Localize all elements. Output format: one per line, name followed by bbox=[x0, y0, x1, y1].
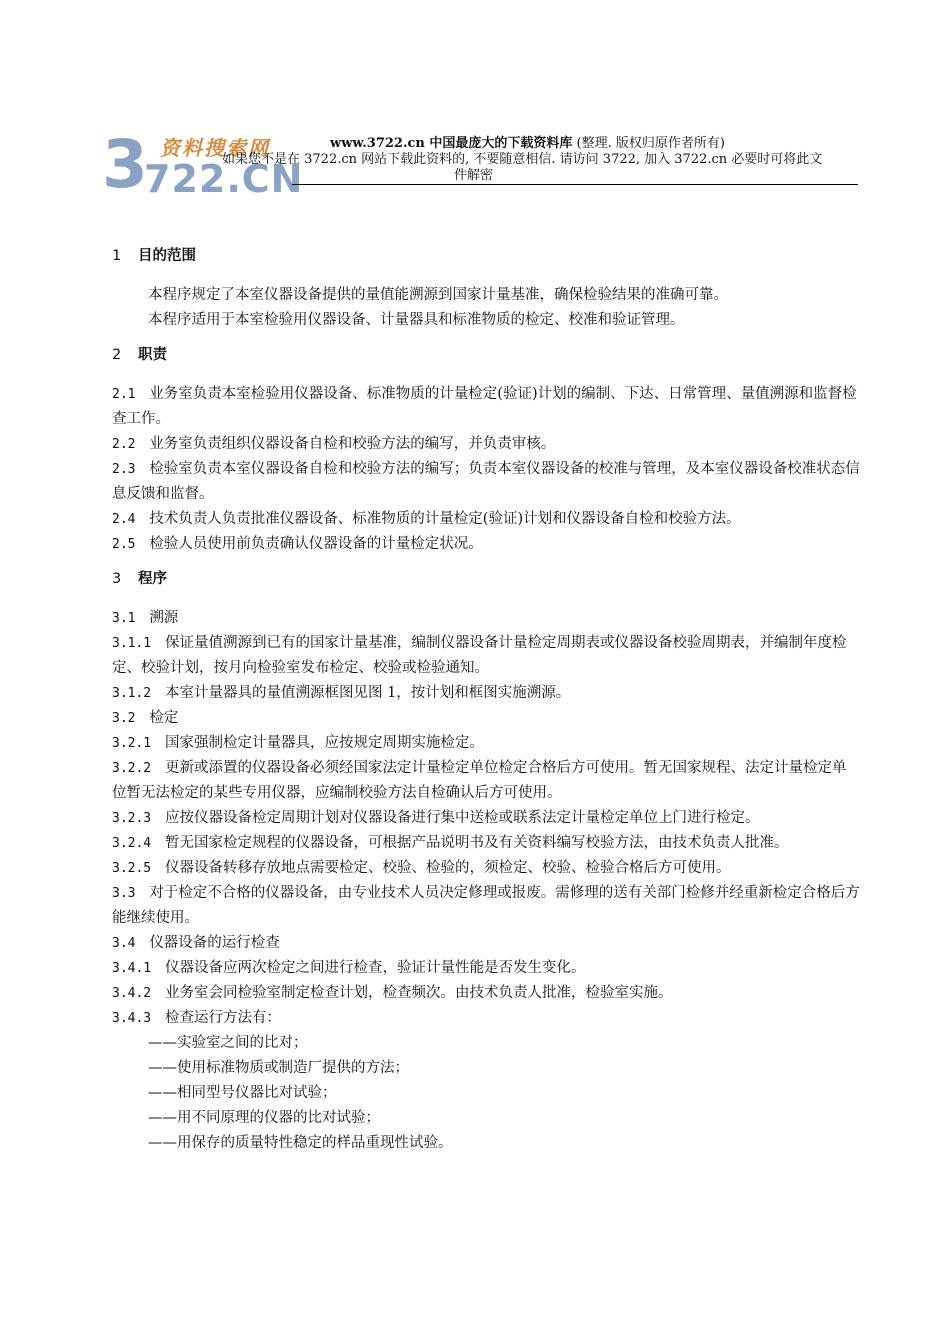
clause: 3.2.2 更新或添置的仪器设备必须经国家法定计量检定单位检定合格后方可使用。暂无国家规程、法定计量检定单位暂无法检定的某些专用仪器，应编制校验方法自检确认后方可使用。 bbox=[112, 760, 847, 801]
paragraph: 本程序适用于本室检验用仪器设备、计量器具和标准物质的检定、校准和验证管理。 bbox=[148, 312, 685, 328]
clause: 3.2.4 暂无国家检定规程的仪器设备，可根据产品说明书及有关资料编写校验方法，由技术负责人批准。 bbox=[112, 835, 789, 851]
site-banner bbox=[330, 136, 725, 152]
clause: 3.2.3 应按仪器设备检定周期计划对仪器设备进行集中送检或联系法定计量检定单位上门进行检定。 bbox=[112, 810, 760, 826]
header-rule bbox=[292, 184, 858, 185]
method-item: ——实验室之间的比对； bbox=[148, 1035, 308, 1051]
method-item: ——用保存的质量特性稳定的样品重现性试验。 bbox=[148, 1135, 453, 1151]
paragraph: 本程序规定了本室仪器设备提供的量值能溯源到国家计量基准，确保检验结果的准确可靠。 bbox=[148, 287, 728, 303]
logo-domain: 722.CN bbox=[144, 157, 304, 201]
clause: 3.2.1 国家强制检定计量器具，应按规定周期实施检定。 bbox=[112, 735, 484, 751]
site-title: 中国最庞大的下载资料库 bbox=[424, 136, 573, 151]
method-item: ——使用标准物质或制造厂提供的方法； bbox=[148, 1060, 409, 1076]
clause: 2.3 检验室负责本室仪器设备自检和校验方法的编写；负责本室仪器设备的校准与管理，及本室仪器设备校准状态信息反馈和监督。 bbox=[112, 461, 860, 502]
site-url: www.3722.cn bbox=[330, 136, 425, 151]
clause: 3.2.5 仪器设备转移存放地点需要检定、校验、检验的，须检定、校验、检验合格后方可使用。 bbox=[112, 860, 731, 876]
section-heading-2: 2 职责 bbox=[112, 347, 167, 363]
logo-chinese: 资料搜索网 bbox=[160, 136, 270, 160]
clause: 3.4 仪器设备的运行检查 bbox=[112, 935, 280, 951]
site-note: (整理. 版权归原作者所有) bbox=[572, 136, 725, 151]
clause: 3.1.2 本室计量器具的量值溯源框图见图 1，按计划和框图实施溯源。 bbox=[112, 685, 571, 701]
page-header bbox=[0, 0, 950, 203]
clause: 3.1.1 保证量值溯源到已有的国家计量基准，编制仪器设备计量检定周期表或仪器设备校验周期表，并编制年度检定、校验计划，按月向检验室发布检定、校验或检验通知。 bbox=[112, 635, 847, 676]
clause: 3.4.1 仪器设备应两次检定之间进行检查，验证计量性能是否发生变化。 bbox=[112, 960, 586, 976]
notice-line-2: 件解密 bbox=[454, 168, 494, 183]
method-item: ——用不同原理的仪器的比对试验； bbox=[148, 1110, 380, 1126]
document-body bbox=[112, 244, 860, 1156]
clause: 3.1 溯源 bbox=[112, 610, 179, 626]
clause: 2.4 技术负责人负责批准仪器设备、标准物质的计量检定(验证)计划和仪器设备自检和校验方法。 bbox=[112, 511, 741, 527]
section-heading-3: 3 程序 bbox=[112, 571, 167, 587]
clause: 3.3 对于检定不合格的仪器设备，由专业技术人员决定修理或报废。需修理的送有关部门检修并经重新检定合格后方能继续使用。 bbox=[112, 885, 860, 926]
notice-line-1: 如果您不是在 3722.cn 网站下载此资料的, 不要随意相信. 请访问 3722, 加入 3722.cn 必要时可将此文 bbox=[222, 152, 823, 167]
logo-digit: 3 bbox=[102, 126, 146, 203]
clause: 3.4.3 检查运行方法有： bbox=[112, 1010, 281, 1026]
clause: 2.5 检验人员使用前负责确认仪器设备的计量检定状况。 bbox=[112, 536, 483, 552]
clause: 2.2 业务室负责组织仪器设备自检和校验方法的编写，并负责审核。 bbox=[112, 436, 556, 452]
clause: 3.4.2 业务室会同检验室制定检查计划，检查频次。由技术负责人批准，检验室实施。 bbox=[112, 985, 673, 1001]
clause: 3.2 检定 bbox=[112, 710, 179, 726]
method-item: ——相同型号仪器比对试验； bbox=[148, 1085, 337, 1101]
section-heading-1: 1 目的范围 bbox=[112, 248, 196, 264]
download-notice bbox=[222, 152, 867, 184]
clause: 2.1 业务室负责本室检验用仪器设备、标准物质的计量检定(验证)计划的编制、下达、日常管理、量值溯源和监督检查工作。 bbox=[112, 386, 857, 427]
